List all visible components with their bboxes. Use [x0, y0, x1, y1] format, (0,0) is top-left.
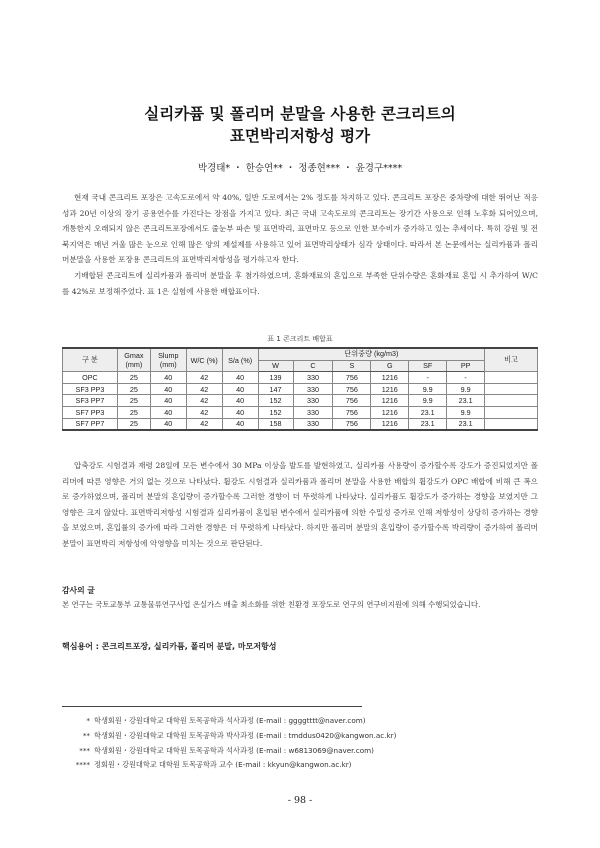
table-cell: -: [447, 372, 485, 384]
table-cell: [485, 395, 538, 407]
table-cell: 25: [117, 418, 150, 430]
footnote-text: 학생회원・강원대학교 대학원 토목공학과 석사과정 (E-mail : ggggtttt@naver.com): [94, 716, 366, 725]
table-cell: 42: [186, 383, 222, 395]
results-section: [62, 458, 538, 552]
table-cell: [485, 418, 538, 430]
table-cell: 9.9: [447, 406, 485, 418]
table-cell: 1216: [371, 395, 409, 407]
acknowledgement-heading: 감사의 글: [62, 586, 95, 595]
table-cell: 9.9: [447, 383, 485, 395]
table-cell: 40: [150, 383, 186, 395]
footnote-text: 학생회원・강원대학교 대학원 토목공학과 석사과정 (E-mail : w6813069@naver.com): [94, 746, 374, 755]
footnote-mark: ***: [79, 746, 90, 755]
header-category: 구 분: [63, 348, 118, 372]
header-sa: S/a (%): [222, 348, 258, 372]
table-cell: SF7 PP3: [63, 406, 118, 418]
table-cell: [485, 383, 538, 395]
table-row: [63, 418, 538, 430]
table-row: [63, 395, 538, 407]
author-list: 박경태* ・ 한승연** ・ 정종현*** ・ 윤경구****: [197, 163, 403, 174]
table-cell: 40: [150, 406, 186, 418]
intro-paragraph: 현재 국내 콘크리트 포장은 고속도로에서 약 40%, 일반 도로에서는 2% 정도를 차지하고 있다. 콘크리트 포장은 중차량에 대한 뛰어난 적응성과 20년 이상의 장기 공용연수를 가진다는 장점을 가지고 있다. 최근 국내 고속도로의 콘크리트는 장기간 사용으로 인해 노후화 되어있으며, 개통한지 오래되지 않은 콘크리트포장에서도 줄눈부 파손 및 표면박리, 표면마모 등으로 인한 보수비가 증가하고 있는 추세이다. 특히 강원 및 전북지역은 매년 겨울 많은 눈으로 인해 많은 양의 제설제를 사용하고 있어 표면박리상태가 심각 상태이다. 따라서 본 논문에서는 실리카퓸과 폴리머분말을 사용한 포장용 콘크리트의 표면박리저항성을 평가하고자 한다.: [62, 193, 538, 265]
table-cell: 40: [222, 383, 258, 395]
table-cell: 42: [186, 418, 222, 430]
table-cell: 40: [222, 406, 258, 418]
table-cell: SF3 PP7: [63, 395, 118, 407]
header-wc: W/C (%): [186, 348, 222, 372]
table-cell: 756: [333, 383, 371, 395]
table-cell: 330: [293, 395, 333, 407]
header-w: W: [258, 360, 293, 372]
table-cell: 40: [222, 372, 258, 384]
table-cell: 756: [333, 406, 371, 418]
table-cell: 42: [186, 406, 222, 418]
footnote-mark: **: [82, 731, 90, 740]
table-cell: SF7 PP7: [63, 418, 118, 430]
footnote-text: 학생회원・강원대학교 대학원 토목공학과 박사과정 (E-mail : tmddus0420@kangwon.ac.kr): [94, 731, 397, 740]
table-cell: 40: [150, 418, 186, 430]
footnote-divider: [62, 706, 362, 707]
table-cell: 23.1: [409, 418, 447, 430]
header-gmax: Gmax (mm): [117, 348, 150, 372]
table-cell: 1216: [371, 406, 409, 418]
intro-paragraph: 기배합된 콘크리트에 실리카퓸과 폴리머 분말을 후 첨가하였으며, 혼화재료의 혼입으로 부족한 단위수량은 혼화재료 혼입 시 추가하여 W/C를 42%로 보정해주었다. 표 1은 실험에 사용한 배합표이다.: [62, 270, 538, 296]
table-cell: OPC: [63, 372, 118, 384]
table-cell: 158: [258, 418, 293, 430]
table-cell: 330: [293, 383, 333, 395]
intro-section: [62, 190, 538, 299]
table-cell: [485, 406, 538, 418]
table-cell: 23.1: [409, 406, 447, 418]
table-row: [63, 406, 538, 418]
table-cell: 1216: [371, 383, 409, 395]
footnote: [62, 760, 538, 770]
table-cell: 756: [333, 372, 371, 384]
header-pp: PP: [447, 360, 485, 372]
table-cell: 139: [258, 372, 293, 384]
page-number: - 98 -: [287, 795, 313, 806]
header-g: G: [371, 360, 409, 372]
table-row: [63, 383, 538, 395]
table-cell: 40: [150, 372, 186, 384]
table-cell: 147: [258, 383, 293, 395]
table-cell: 25: [117, 406, 150, 418]
footnote: [62, 731, 538, 741]
table-cell: 23.1: [447, 395, 485, 407]
table-cell: 330: [293, 406, 333, 418]
table-cell: SF3 PP3: [63, 383, 118, 395]
table-cell: 1216: [371, 418, 409, 430]
table-cell: 152: [258, 395, 293, 407]
table-cell: 9.9: [409, 395, 447, 407]
header-remarks: 비고: [485, 348, 538, 372]
table-cell: -: [409, 372, 447, 384]
header-unit-weight: 단위중량 (kg/m3): [258, 348, 485, 360]
footnote-text: 정회원・강원대학교 대학원 토목공학과 교수 (E-mail : kkyun@kangwon.ac.kr): [94, 760, 352, 769]
footnote-mark: ****: [75, 760, 90, 769]
table-cell: 23.1: [447, 418, 485, 430]
table-cell: 25: [117, 372, 150, 384]
acknowledgement-text: 본 연구는 국토교통부 교통물류연구사업 온실가스 배출 최소화를 위한 친환경 포장도로 연구의 연구비지원에 의해 수행되었습니다.: [62, 600, 481, 609]
table-cell: 25: [117, 395, 150, 407]
table-cell: 40: [222, 418, 258, 430]
table-cell: 330: [293, 372, 333, 384]
table-cell: 40: [150, 395, 186, 407]
table-cell: 42: [186, 395, 222, 407]
footnote: [62, 746, 538, 756]
mix-design-table: [62, 347, 538, 431]
results-paragraph: 압축강도 시험결과 재령 28일에 모든 변수에서 30 MPa 이상을 발도를 발현하였고, 실리카퓸 사용량이 증가할수록 강도가 증진되었지만 폴리머에 따른 영향은 거의 없는 것으로 나타났다. 휨강도 시험결과 실리카퓸과 폴리머 분말을 사용한 배합의 휨강도가 OPC 배합에 비해 큰 폭으로 증가하였으며, 폴리머 분말의 혼입량이 증가할수록 그러한 경향이 더 뚜렷하게 나타났다. 실리카퓸도 휨강도가 증가하는 경향을 보였지만 그 영향은 크지 않았다. 표면박리저항성 시험결과 실리카퓸이 혼입된 변수에서 실리카퓸에 의한 수밀성 증가로 인해 저항성이 상당히 증가하는 경향을 보였으며, 혼입률의 증가에 따라 그러한 경향은 더 뚜렷하게 나타났다. 하지만 폴리머 분말의 혼입량이 증가할수록 박리량이 증가하여 폴리머 분말이 표면박리 저항성에 악영향을 미치는 것으로 판단된다.: [62, 461, 538, 548]
table-cell: 1216: [371, 372, 409, 384]
table-cell: 756: [333, 395, 371, 407]
footnote-mark: *: [86, 716, 90, 725]
table-row: [63, 372, 538, 384]
table-cell: [485, 372, 538, 384]
table-cell: 25: [117, 383, 150, 395]
table-cell: 42: [186, 372, 222, 384]
table-cell: 330: [293, 418, 333, 430]
header-c: C: [293, 360, 333, 372]
table-cell: 756: [333, 418, 371, 430]
header-s: S: [333, 360, 371, 372]
table-cell: 152: [258, 406, 293, 418]
paper-title-line-2: 표면박리저항성 평가: [229, 127, 371, 145]
keywords: 핵심용어 : 콘크리트포장, 실리카퓸, 폴리머 분말, 마모저항성: [62, 642, 277, 651]
header-slump: Slump (mm): [150, 348, 186, 372]
table-cell: 40: [222, 395, 258, 407]
paper-title-line-1: 실리카퓸 및 폴리머 분말을 사용한 콘크리트의: [144, 105, 456, 123]
header-sf: SF: [409, 360, 447, 372]
table-cell: 9.9: [409, 383, 447, 395]
table-caption: 표 1 콘크리트 배합표: [267, 335, 333, 343]
footnote: [62, 716, 538, 726]
